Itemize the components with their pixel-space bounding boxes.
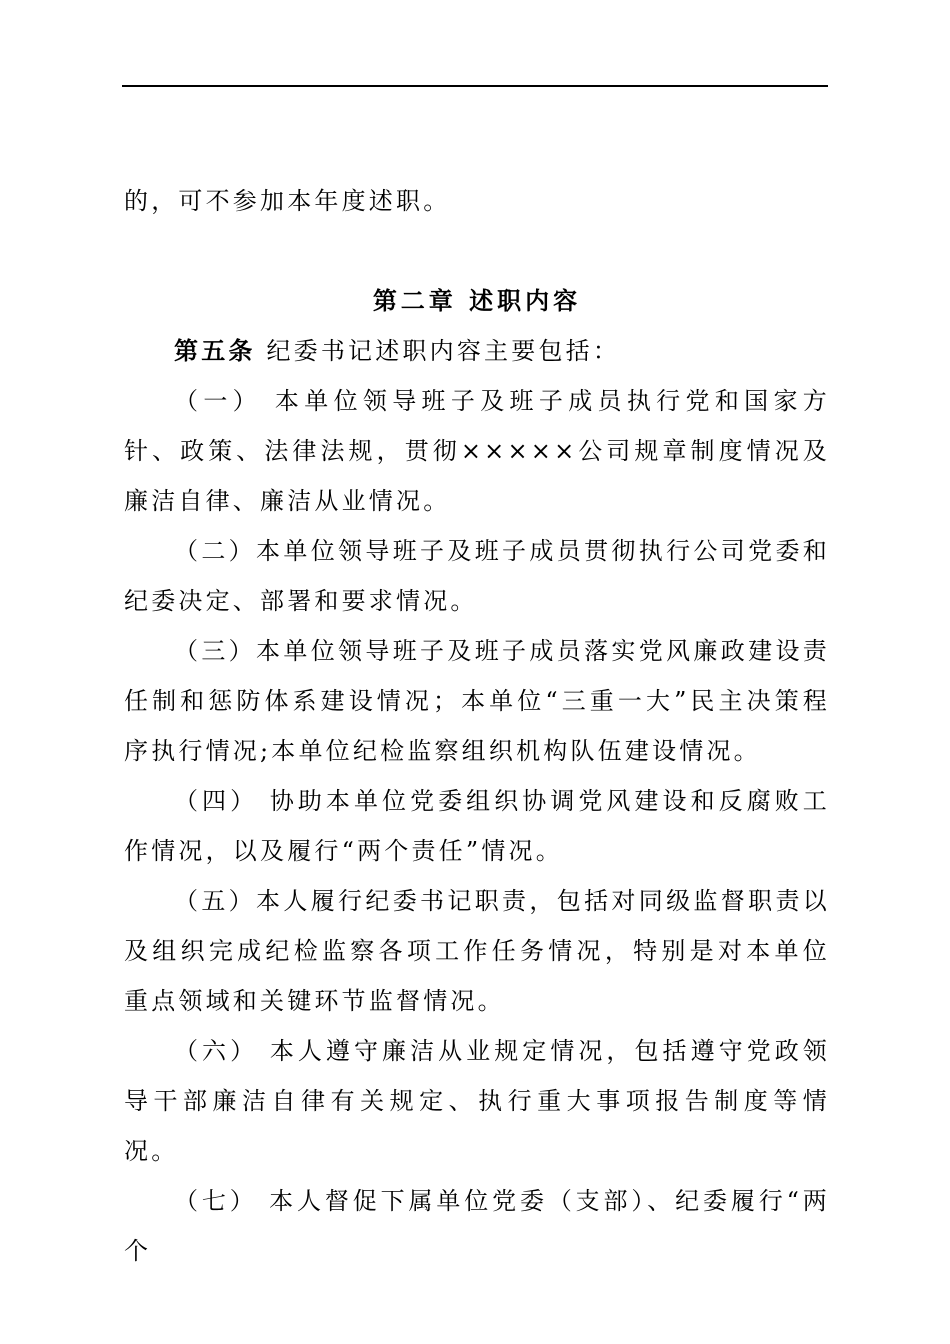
chapter-title: 第二章 述职内容	[372, 286, 582, 315]
list-item-2: （二）本单位领导班子及班子成员贯彻执行公司党委和纪委决定、部署和要求情况。	[124, 537, 830, 615]
article-paragraph	[124, 326, 830, 376]
header-rule	[122, 85, 828, 87]
carryover-paragraph: 的，可不参加本年度述职。	[124, 187, 451, 215]
list-item-6: （六） 本人遵守廉洁从业规定情况，包括遵守党政领导干部廉洁自律有关规定、执行重大事项报告制度等情况。	[124, 1037, 830, 1165]
document-body	[124, 176, 830, 1276]
article-label: 第五条	[174, 336, 256, 365]
list-item-3: （三）本单位领导班子及班子成员落实党风廉政建设责任制和惩防体系建设情况；本单位“三重一大”民主决策程序执行情况;本单位纪检监察组织机构队伍建设情况。	[124, 637, 830, 765]
article-intro: 纪委书记述职内容主要包括：	[255, 337, 621, 365]
list-item-5: （五）本人履行纪委书记职责，包括对同级监督职责以及组织完成纪检监察各项工作任务情况，特别是对本单位重点领域和关键环节监督情况。	[124, 887, 830, 1015]
list-item-4: （四） 协助本单位党委组织协调党风建设和反腐败工作情况，以及履行“两个责任”情况。	[124, 787, 830, 865]
list-item-7: （七） 本人督促下属单位党委（支部）、纪委履行“两个	[124, 1187, 830, 1265]
list-item-1: （一） 本单位领导班子及班子成员执行党和国家方针、政策、法律法规，贯彻×××××公司规章制度情况及廉洁自律、廉洁从业情况。	[124, 387, 830, 515]
